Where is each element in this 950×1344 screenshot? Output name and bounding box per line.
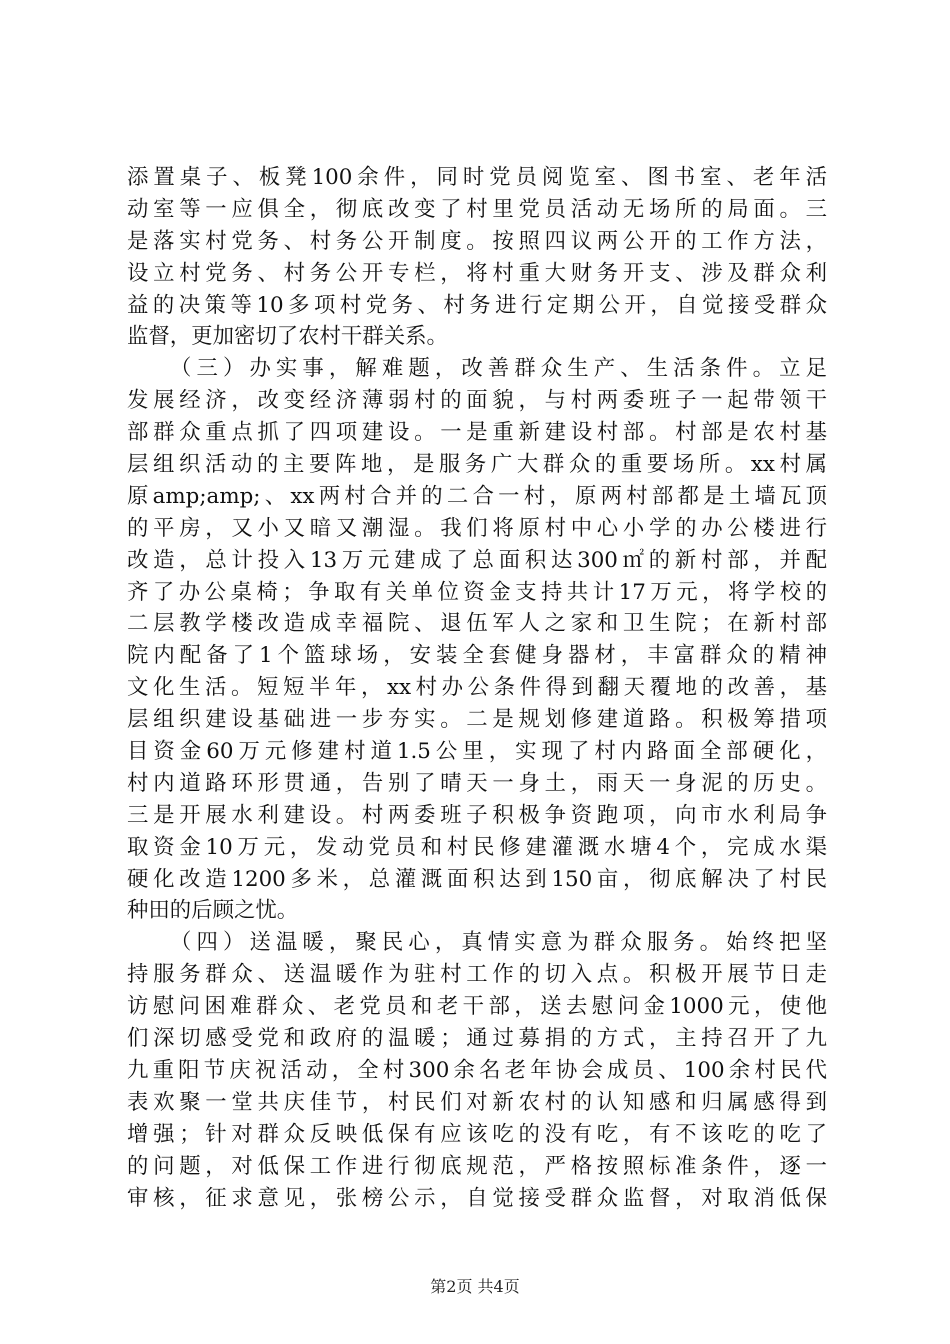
text-line: 益的决策等10多项村党务、村务进行定期公开，自觉接受群众 (127, 292, 827, 318)
text-line: 部群众重点抓了四项建设。一是重新建设村部。村部是农村基 (127, 420, 827, 446)
text-line: 添置桌子、板凳100余件，同时党员阅览室、图书室、老年活 (127, 165, 827, 190)
text-line: 齐了办公桌椅；争取有关单位资金支持共计17万元，将学校的 (127, 579, 827, 605)
text-line: 九重阳节庆祝活动，全村300余名老年协会成员、100余村民代 (127, 1057, 827, 1083)
text-line: 持服务群众、送温暖作为驻村工作的切入点。积极开展节日走 (127, 962, 827, 988)
text-line: 表欢聚一堂共庆佳节，村民们对新农村的认知感和归属感得到 (127, 1089, 827, 1115)
text-line: 取资金10万元，发动党员和村民修建灌溉水塘4个，完成水渠 (127, 834, 827, 860)
text-line: 硬化改造1200多米，总灌溉面积达到150亩，彻底解决了村民 (127, 866, 827, 892)
text-line: 设立村党务、村务公开专栏，将村重大财务开支、涉及群众利 (127, 260, 827, 286)
text-line: （三）办实事，解难题，改善群众生产、生活条件。立足 (170, 356, 827, 382)
text-line: 的问题，对低保工作进行彻底规范，严格按照标准条件，逐一 (127, 1153, 827, 1179)
text-line: 是落实村党务、村务公开制度。按照四议两公开的工作方法， (127, 228, 827, 254)
body-text (127, 162, 827, 1214)
text-line: 访慰问困难群众、老党员和老干部，送去慰问金1000元，使他 (127, 994, 827, 1020)
text-line: （四）送温暖，聚民心，真情实意为群众服务。始终把坚 (170, 930, 827, 956)
text-line: 层组织活动的主要阵地，是服务广大群众的重要场所。xx村属 (127, 452, 827, 478)
text-line: 改造，总计投入13万元建成了总面积达300㎡的新村部，并配 (127, 547, 827, 573)
text-line: 村内道路环形贯通，告别了晴天一身土，雨天一身泥的历史。 (127, 770, 827, 796)
text-line: 种田的后顾之忧。 (127, 898, 299, 924)
text-line: 文化生活。短短半年，xx村办公条件得到翻天覆地的改善，基 (127, 675, 827, 701)
text-line: 层组织建设基础进一步夯实。二是规划修建道路。积极筹措项 (127, 707, 827, 733)
text-line: 原amp;amp;、xx两村合并的二合一村，原两村部都是土墙瓦顶 (127, 483, 827, 509)
text-line: 监督，更加密切了农村干群关系。 (127, 324, 448, 350)
text-line: 的平房，又小又暗又潮湿。我们将原村中心小学的办公楼进行 (127, 515, 827, 541)
text-line: 动室等一应俱全，彻底改变了村里党员活动无场所的局面。三 (127, 196, 827, 222)
text-line: 们深切感受党和政府的温暖；通过募捐的方式，主持召开了九 (127, 1026, 827, 1052)
text-line: 审核，征求意见，张榜公示，自觉接受群众监督，对取消低保 (127, 1185, 827, 1211)
text-line: 目资金60万元修建村道1.5公里，实现了村内路面全部硬化， (127, 739, 827, 765)
text-line: 院内配备了1个篮球场，安装全套健身器材，丰富群众的精神 (127, 643, 827, 669)
text-line: 二层教学楼改造成幸福院、退伍军人之家和卫生院；在新村部 (127, 611, 827, 637)
page-footer: 第2页 共4页 (430, 1277, 520, 1296)
text-line: 增强；针对群众反映低保有应该吃的没有吃，有不该吃的吃了 (127, 1121, 827, 1147)
text-line: 发展经济，改变经济薄弱村的面貌，与村两委班子一起带领干 (127, 388, 827, 414)
text-line: 三是开展水利建设。村两委班子积极争资跑项，向市水利局争 (127, 802, 827, 828)
